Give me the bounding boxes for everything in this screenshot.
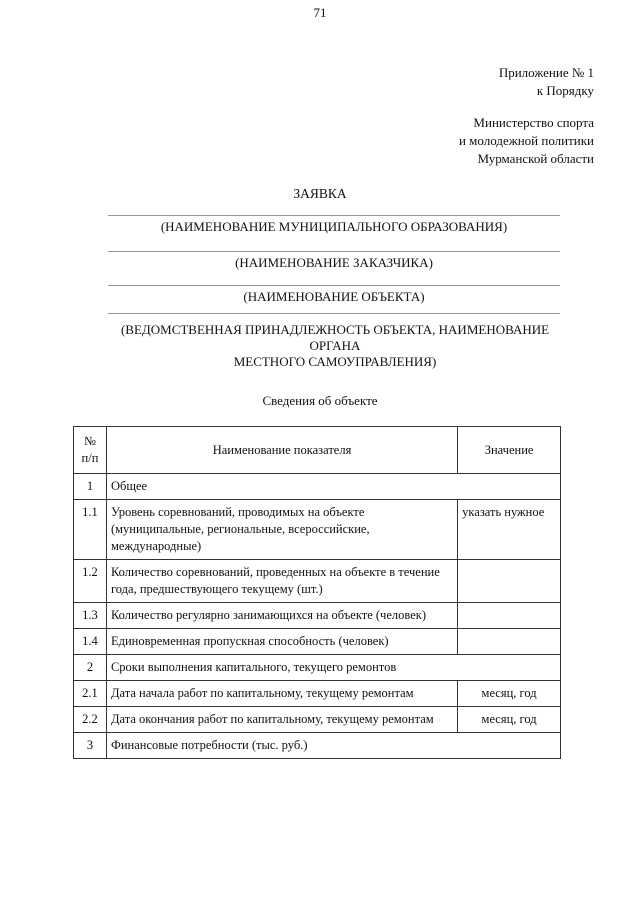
row-indicator-name: Единовременная пропускная способность (человек) xyxy=(106,629,457,655)
table-row xyxy=(74,500,561,560)
addendum-reference xyxy=(499,64,594,100)
department-blank-line xyxy=(108,313,560,314)
table-header-row xyxy=(74,427,561,474)
object-field xyxy=(108,285,560,305)
table-caption: Сведения об объекте xyxy=(262,393,378,408)
header-number xyxy=(74,427,107,474)
municipality-field xyxy=(108,215,560,235)
row-number: 2.1 xyxy=(74,681,107,707)
row-value xyxy=(458,560,561,603)
row-indicator-name: Сроки выполнения капитального, текущего ремонтов xyxy=(106,655,560,681)
row-indicator-name: Финансовые потребности (тыс. руб.) xyxy=(106,733,560,759)
row-value: месяц, год xyxy=(458,681,561,707)
row-indicator-name: Общее xyxy=(106,474,560,500)
table-row xyxy=(74,560,561,603)
table-row xyxy=(74,655,561,681)
row-number: 2.2 xyxy=(74,707,107,733)
addressee-line-2: и молодежной политики xyxy=(458,133,594,148)
page-number: 71 xyxy=(313,5,327,20)
table-row xyxy=(74,707,561,733)
header-value: Значение xyxy=(458,427,561,474)
addendum-line-1: Приложение № 1 xyxy=(498,65,594,80)
object-caption: (НАИМЕНОВАНИЕ ОБЪЕКТА) xyxy=(243,289,425,304)
row-indicator-name: Дата начала работ по капитальному, текущему ремонтам xyxy=(106,681,457,707)
object-blank-line xyxy=(108,285,560,286)
department-caption-line-2: ОРГАНА xyxy=(309,338,361,353)
addressee-line-1: Министерство спорта xyxy=(473,115,594,130)
table-row xyxy=(74,733,561,759)
header-number-line-2: п/п xyxy=(81,451,99,465)
row-number: 1 xyxy=(74,474,107,500)
table-row xyxy=(74,681,561,707)
row-number: 1.3 xyxy=(74,603,107,629)
row-number: 1.4 xyxy=(74,629,107,655)
row-indicator-name: Уровень соревнований, проводимых на объекте (муниципальные, региональные, всероссийские, международные) xyxy=(106,500,457,560)
row-indicator-name: Дата окончания работ по капитальному, текущему ремонтам xyxy=(106,707,457,733)
table-row xyxy=(74,629,561,655)
customer-blank-line xyxy=(108,251,560,252)
row-number: 2 xyxy=(74,655,107,681)
row-value xyxy=(458,629,561,655)
row-indicator-name: Количество регулярно занимающихся на объекте (человек) xyxy=(106,603,457,629)
department-caption-line-3: МЕСТНОГО САМОУПРАВЛЕНИЯ) xyxy=(233,354,437,369)
table-row xyxy=(74,603,561,629)
row-number: 3 xyxy=(74,733,107,759)
row-value: указать нужное xyxy=(458,500,561,560)
municipality-blank-line xyxy=(108,215,560,216)
department-field xyxy=(80,322,590,370)
object-info-table xyxy=(73,426,561,759)
header-number-line-1: № xyxy=(84,434,96,448)
document-title: ЗАЯВКА xyxy=(293,186,347,201)
addressee-block xyxy=(459,114,594,168)
row-value: месяц, год xyxy=(458,707,561,733)
department-caption-line-1: (ВЕДОМСТВЕННАЯ ПРИНАДЛЕЖНОСТЬ ОБЪЕКТА, НАИМЕНОВАНИЕ xyxy=(120,322,550,337)
table-row xyxy=(74,474,561,500)
addendum-line-2: к Порядку xyxy=(536,83,594,98)
customer-caption: (НАИМЕНОВАНИЕ ЗАКАЗЧИКА) xyxy=(235,255,433,270)
addressee-line-3: Мурманской области xyxy=(477,151,594,166)
header-indicator-name: Наименование показателя xyxy=(106,427,457,474)
customer-field xyxy=(108,251,560,271)
municipality-caption: (НАИМЕНОВАНИЕ МУНИЦИПАЛЬНОГО ОБРАЗОВАНИЯ) xyxy=(160,219,508,234)
row-number: 1.1 xyxy=(74,500,107,560)
row-indicator-name: Количество соревнований, проведенных на объекте в течение года, предшествующего текущему (шт.) xyxy=(106,560,457,603)
row-number: 1.2 xyxy=(74,560,107,603)
row-value xyxy=(458,603,561,629)
